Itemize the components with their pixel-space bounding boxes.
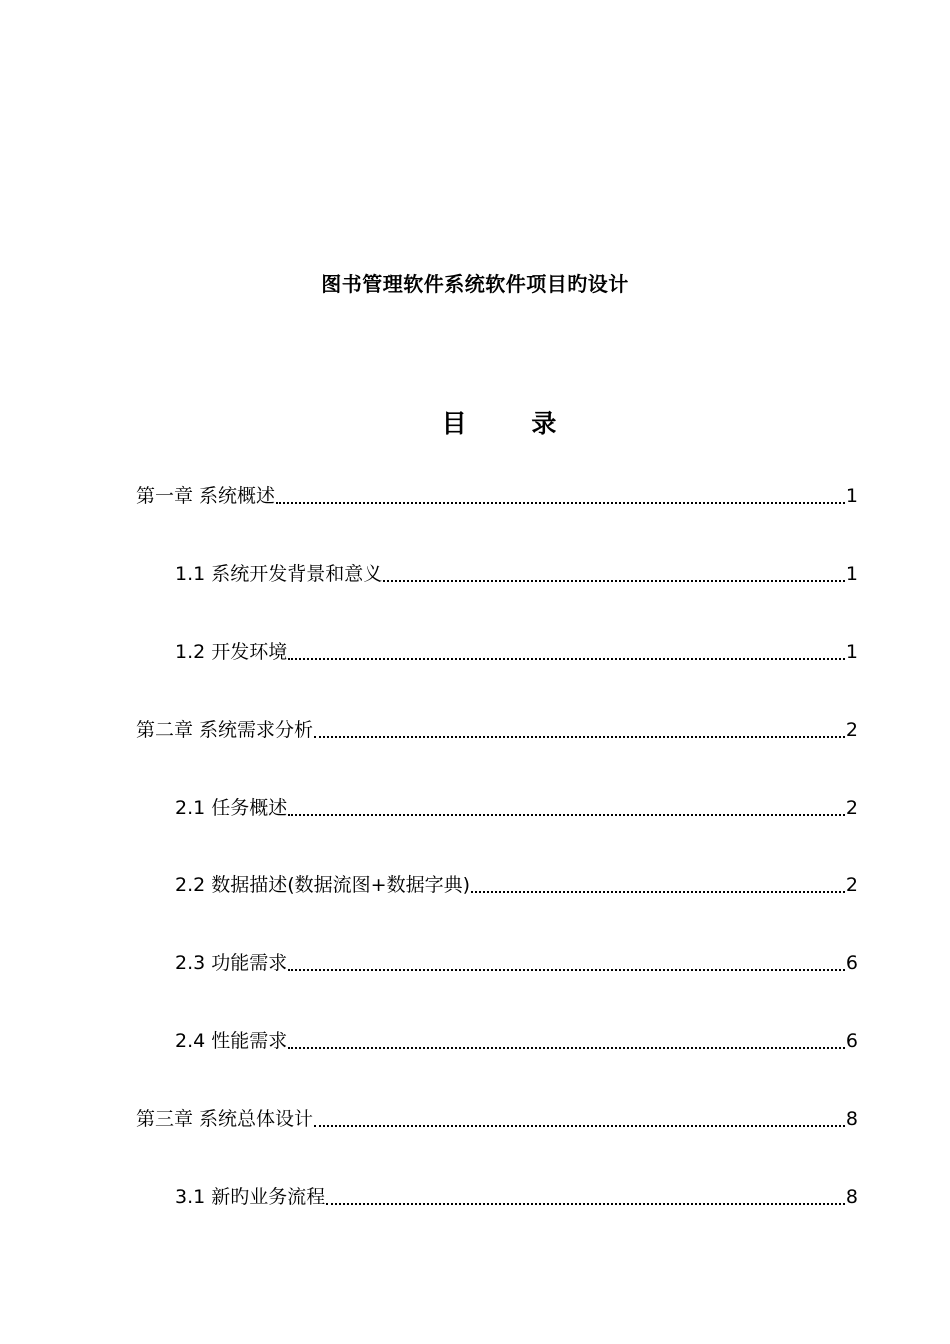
- toc-entry-page: 2: [845, 719, 858, 741]
- toc-entry-page: 1: [845, 563, 858, 585]
- toc-entry-3-1[interactable]: [175, 1182, 858, 1212]
- document-title: 图书管理软件系统软件项目旳设计: [321, 272, 629, 296]
- toc-entry-number: 2.4: [175, 1030, 212, 1052]
- toc-entry-page: 8: [845, 1186, 858, 1208]
- toc-entry-page: 2: [845, 874, 858, 896]
- toc-entry-2-3[interactable]: [175, 948, 858, 978]
- toc-dot-leader: [288, 658, 845, 660]
- toc-entry-number: 2.3: [175, 952, 212, 974]
- toc-entry-number: 2.1: [175, 797, 212, 819]
- toc-entry-chapter-3[interactable]: [136, 1104, 858, 1134]
- toc-entry-title: 开发环境: [211, 641, 288, 663]
- toc-dot-leader: [288, 969, 845, 971]
- toc-entry-page: 1: [845, 485, 858, 507]
- toc-entry-page: 8: [845, 1108, 858, 1130]
- toc-entry-chapter-1[interactable]: [136, 481, 858, 511]
- toc-entry-title: 第一章 系统概述: [136, 485, 276, 507]
- toc-dot-leader: [471, 891, 845, 893]
- toc-entry-title: 第二章 系统需求分析: [136, 719, 314, 741]
- toc-entry-number: 2.2: [175, 874, 212, 896]
- toc-entry-2-4[interactable]: [175, 1026, 858, 1056]
- toc-entry-2-2[interactable]: [175, 870, 858, 900]
- toc-entry-number: 3.1: [175, 1186, 212, 1208]
- toc-entry-1-2[interactable]: [175, 637, 858, 667]
- toc-entry-number: 1.2: [175, 641, 212, 663]
- toc-entry-chapter-2[interactable]: [136, 715, 858, 745]
- toc-entry-2-1[interactable]: [175, 793, 858, 823]
- toc-entry-title: 性能需求: [211, 1030, 288, 1052]
- toc-entry-page: 2: [845, 797, 858, 819]
- toc-entry-page: 6: [845, 1030, 858, 1052]
- toc-entry-1-1[interactable]: [175, 559, 858, 589]
- toc-entry-title: 系统开发背景和意义: [211, 563, 383, 585]
- toc-dot-leader: [314, 1125, 845, 1127]
- toc-entry-title: 数据描述(数据流图+数据字典): [211, 874, 471, 896]
- toc-dot-leader: [276, 502, 845, 504]
- toc-entry-number: 1.1: [175, 563, 212, 585]
- toc-entry-title: 第三章 系统总体设计: [136, 1108, 314, 1130]
- toc-heading: 目 录: [441, 409, 585, 438]
- toc-dot-leader: [288, 814, 845, 816]
- toc-dot-leader: [288, 1047, 845, 1049]
- toc-entry-title: 新旳业务流程: [211, 1186, 326, 1208]
- toc-dot-leader: [314, 736, 845, 738]
- toc-entry-title: 任务概述: [211, 797, 288, 819]
- toc-dot-leader: [326, 1203, 845, 1205]
- toc-entry-page: 6: [845, 952, 858, 974]
- toc-dot-leader: [383, 580, 845, 582]
- toc-entry-page: 1: [845, 641, 858, 663]
- toc-entry-title: 功能需求: [211, 952, 288, 974]
